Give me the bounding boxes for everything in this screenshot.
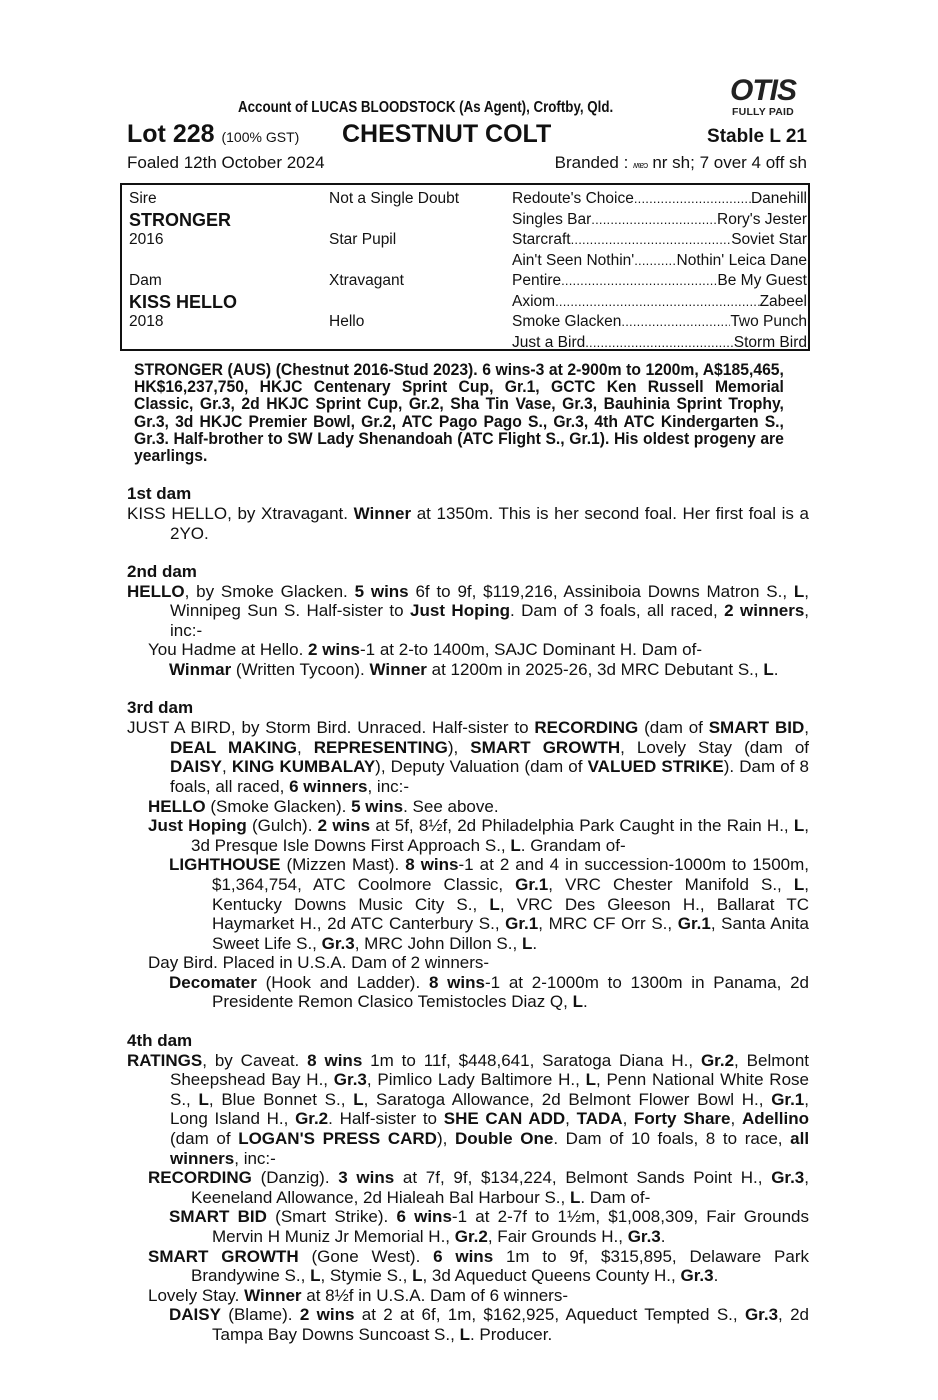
pedigree-row xyxy=(512,312,807,333)
family-entry: JUST A BIRD, by Storm Bird. Unraced. Half-sister to RECORDING (dam of SMART BID, DEAL MAKING, REPRESENTING), SMART GROWTH, Lovely Stay (dam of DAISY, KING KUMBALAY), Deputy Valuation (dam of VALUED STRIKE). Dam of 8 foals, all raced, 6 winners, inc:- xyxy=(127,718,809,796)
lot-label: Lot 228 xyxy=(127,120,215,148)
pedigree-row xyxy=(512,271,807,292)
great-great-grandsire: Danehill xyxy=(750,190,807,207)
family-entry: HELLO, by Smoke Glacken. 5 wins 6f to 9f, $119,216, Assiniboia Downs Matron S., L, Winnipeg Sun S. Half-sister to Just Hoping. Dam of 3 foals, all raced, 2 winners, inc:- xyxy=(127,581,810,640)
pedigree-row xyxy=(512,230,807,251)
leader-dots xyxy=(634,251,676,272)
family-entry: Lovely Stay. Winner at 8½f in U.S.A. Dam of 6 winners- xyxy=(148,1285,568,1305)
family-entry: Winmar (Written Tycoon). Winner at 1200m in 2025-26, 3d MRC Debutant S., L. xyxy=(169,660,779,680)
vendor-account: Account of LUCAS BLOODSTOCK (As Agent), Croftby, Qld. xyxy=(238,99,614,116)
family-entry: HELLO (Smoke Glacken). 5 wins. See above. xyxy=(148,796,499,816)
family-entry: You Hadme at Hello. 2 wins-1 at 2-to 1400m, SAJC Dominant H. Dam of- xyxy=(148,640,703,660)
pedigree-row xyxy=(512,189,807,210)
branded-detail: nr sh; 7 over 4 off sh xyxy=(652,153,807,172)
leader-dots xyxy=(555,292,760,313)
pedigree-cell: Dam xyxy=(129,272,162,289)
pedigree-cell: Hello xyxy=(329,313,365,330)
great-grandsire: Ain't Seen Nothin' xyxy=(512,251,635,269)
gst-note: (100% GST) xyxy=(221,129,300,145)
otis-fully-paid-logo xyxy=(721,76,805,118)
leader-dots xyxy=(561,271,717,292)
pedigree-row xyxy=(512,292,807,313)
otis-logo-mark: OTIS xyxy=(729,74,796,107)
family-entry: RATINGS, by Caveat. 8 wins 1m to 11f, $448,641, Saratoga Diana H., Gr.2, Belmont Sheepshead Bay H., Gr.3, Pimlico Lady Baltimore H., L, Penn National White Rose S., L, Blue Bonnet S., L, Saratoga Allowance, 2d Belmont Flower Bowl H., Gr.1, Long Island H., Gr.2. Half-sister to SHE CAN ADD, TADA, Forty Share, Adellino (dam of LOGAN'S PRESS CARD), Double One. Dam of 10 foals, 8 to race, all winners, inc:- xyxy=(127,1050,810,1168)
great-great-grandsire: Soviet Star xyxy=(731,231,807,248)
great-grandsire: Smoke Glacken xyxy=(512,313,622,330)
leader-dots xyxy=(591,210,717,231)
section-heading: 4th dam xyxy=(127,1030,193,1050)
dam-name: KISS HELLO xyxy=(129,291,238,312)
pedigree-cell: Sire xyxy=(129,190,157,207)
pedigree-cell xyxy=(129,333,319,354)
great-grandsire: Pentire xyxy=(512,272,562,289)
pedigree-cell: Star Pupil xyxy=(329,231,397,248)
section-heading: 3rd dam xyxy=(127,698,194,718)
great-grandsire: Redoute's Choice xyxy=(512,190,634,207)
great-great-grandsire: Storm Bird xyxy=(733,333,807,351)
family-entry: Decomater (Hook and Ladder). 8 wins-1 at 2-1000m to 1300m in Panama, 2d Presidente Remon Clasico Temistocles Diaz Q, L. xyxy=(169,972,809,1012)
great-grandsire: Just a Bird xyxy=(512,333,586,351)
section-2nd-dam xyxy=(127,562,809,680)
lot-title: CHESTNUT COLT xyxy=(342,120,552,148)
pedigree-cell: Not a Single Doubt xyxy=(329,190,460,207)
pedigree-cell xyxy=(329,292,509,313)
pedigree-col-grandparents xyxy=(329,189,509,353)
great-great-grandsire: Nothin' Leica Dane xyxy=(676,251,807,269)
lot-header xyxy=(127,120,807,152)
great-great-grandsire: Zabeel xyxy=(759,292,807,310)
stable-location: Stable L 21 xyxy=(707,126,807,147)
pedigree-cell: 2016 xyxy=(129,231,164,248)
pedigree-row xyxy=(512,251,807,272)
family-entry: Just Hoping (Gulch). 2 wins at 5f, 8½f, 2d Philadelphia Park Caught in the Rain H., L, 3d Presque Isle Downs First Approach S., L. Grandam of- xyxy=(148,816,810,855)
pedigree-row xyxy=(512,210,807,231)
section-1st-dam xyxy=(127,484,809,543)
family-entry: SMART GROWTH (Gone West). 6 wins 1m to 9f, $315,895, Delaware Park Brandywine S., L, Stymie S., L, 3d Aqueduct Queens County H., Gr.3. xyxy=(148,1246,810,1286)
great-great-grandsire: Two Punch xyxy=(730,313,807,330)
pedigree-cell: 2018 xyxy=(129,313,164,330)
pedigree-cell xyxy=(329,333,509,354)
brand-description xyxy=(555,153,807,173)
great-grandsire: Singles Bar xyxy=(512,210,592,228)
great-grandsire: Axiom xyxy=(512,292,556,310)
section-heading: 2nd dam xyxy=(127,561,197,581)
pedigree-cell xyxy=(329,210,509,231)
leader-dots xyxy=(585,333,734,354)
great-great-grandsire: Be My Guest xyxy=(717,272,807,289)
pedigree-cell xyxy=(129,251,319,272)
sire-name: STRONGER xyxy=(129,209,232,230)
leader-dots xyxy=(571,230,732,251)
sire-summary: STRONGER (AUS) (Chestnut 2016-Stud 2023). 6 wins-3 at 2-900m to 1200m, A$185,465, HK$16,237,750, HKJC Centenary Sprint Cup, Gr.1, GCTC Ken Russell Memorial Classic, Gr.3, 2d HKJC Sprint Cup, Gr.2, Sha Tin Vase, Gr.3, Bauhinia Sprint Trophy, Gr.3, 3d HKJC Premier Bowl, Gr.2, ATC Pago Pago S., Gr.3, 4th ATC Kindergarten S., Gr.3. Half-brother to SW Lady Shenandoah (ATC Flight S., Gr.1). His oldest progeny are yearlings. xyxy=(134,361,784,466)
section-heading: 1st dam xyxy=(127,484,192,503)
pedigree-col-great-grandparents xyxy=(512,189,807,353)
branded-label: Branded : xyxy=(554,153,629,172)
pedigree-cell xyxy=(329,251,509,272)
brand-mark-icon: ʍɐɔ xyxy=(633,160,648,170)
pedigree-col-parents xyxy=(129,189,319,353)
pedigree-cell: Xtravagant xyxy=(329,272,404,289)
family-entry: Day Bird. Placed in U.S.A. Dam of 2 winners- xyxy=(148,953,490,973)
family-entry: SMART BID (Smart Strike). 6 wins-1 at 2-7f to 1½m, $1,008,309, Fair Grounds Mervin H Muniz Jr Memorial H., Gr.2, Fair Grounds H., Gr.3. xyxy=(169,1207,809,1246)
section-4th-dam xyxy=(127,1031,809,1345)
foaled-date: Foaled 12th October 2024 xyxy=(127,153,325,172)
family-entry: LIGHTHOUSE (Mizzen Mast). 8 wins-1 at 2 and 4 in succession-1000m to 1500m, $1,364,754, ATC Coolmore Classic, Gr.1, VRC Chester Manifold S., L, Kentucky Downs Music City S., L, VRC Des Gleeson H., Ballarat TC Haymarket H., 2d ATC Canterbury S., Gr.1, MRC CF Orr S., Gr.1, Santa Anita Sweet Life S., Gr.3, MRC John Dillon S., L. xyxy=(169,855,810,953)
dam-family-sections xyxy=(127,484,809,1363)
leader-dots xyxy=(621,312,730,333)
pedigree-row xyxy=(512,333,807,354)
section-3rd-dam xyxy=(127,698,809,1012)
great-grandsire: Starcraft xyxy=(512,231,571,248)
family-entry: RECORDING (Danzig). 3 wins at 7f, 9f, $134,224, Belmont Sands Point H., Gr.3, Keeneland Allowance, 2d Hialeah Bal Harbour S., L. Dam of- xyxy=(148,1168,810,1207)
great-great-grandsire: Rory's Jester xyxy=(717,210,807,228)
lot-number xyxy=(127,120,299,149)
leader-dots xyxy=(634,189,751,210)
pedigree-table xyxy=(120,183,810,351)
family-entry: DAISY (Blame). 2 wins at 2 at 6f, 1m, $162,925, Aqueduct Tempted S., Gr.3, 2d Tampa Bay Downs Suncoast S., L. Producer. xyxy=(169,1305,810,1344)
fully-paid-label: FULLY PAID xyxy=(732,106,794,118)
family-entry: KISS HELLO, by Xtravagant. Winner at 1350m. This is her second foal. Her first foal is a 2YO. xyxy=(127,504,809,543)
